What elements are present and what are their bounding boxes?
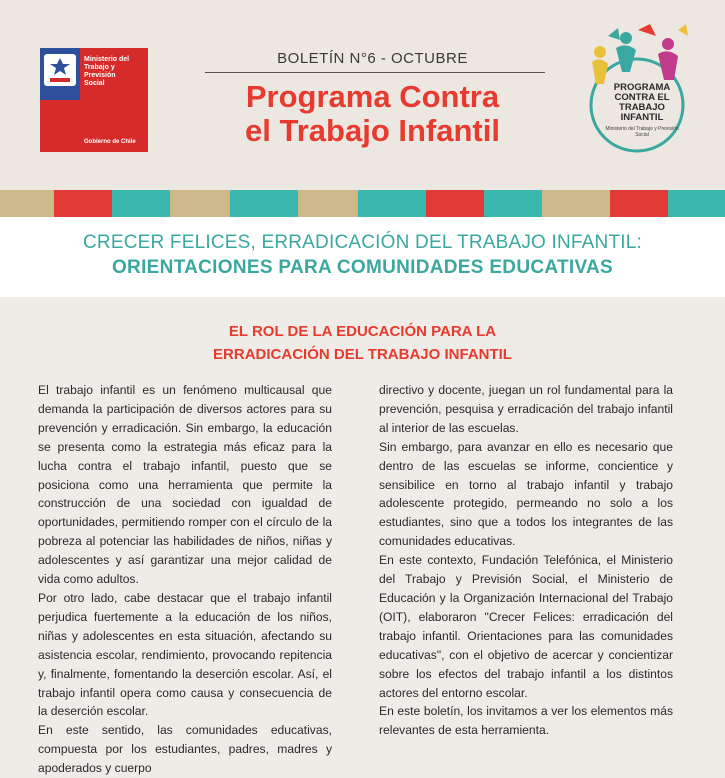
paragraph: En este contexto, Fundación Telefónica, el Ministerio del Trabajo y Previsión Social, el Ministerio de Educación y la Organización Internacional del Trabajo (OIT), elaboraron "Crecer Felices: erradicación del trabajo infantil. Orientaciones para las comunidades educativas", con el objetivo de acercar y concientizar sobre los efectos del trabajo infantil a los distintos actores del entorno escolar. (379, 553, 673, 700)
paragraph: Por otro lado, cabe destacar que el trabajo infantil perjudica fuertemente a la educación de los niños, niñas y adolescentes en esta situación, afectando su asistencia escolar, rendimiento, provocando repitencia y, finalmente, fomentando la deserción escolar. Así, el trabajo infantil opera como causa y consecuencia de la deserción escolar. (38, 590, 332, 719)
divider (205, 72, 545, 73)
government-label: Gobierno de Chile (84, 139, 136, 145)
program-logo-text: PROGRAMA CONTRA EL TRABAJO INFANTIL (613, 82, 671, 123)
paragraph: En este sentido, las comunidades educativas, compuesta por los estudiantes, padres, madres y apoderados y cuerpo (38, 723, 332, 776)
paragraph: directivo y docente, juegan un rol fundamental para la prevención, pesquisa y erradicación del trabajo infantil al interior de las escuelas. (379, 383, 673, 435)
program-logo-subtitle: Ministerio del Trabajo y Previsión Social (605, 126, 679, 138)
main-title-line1: CRECER FELICES, ERRADICACIÓN DEL TRABAJO INFANTIL: (83, 232, 642, 253)
left-column (38, 381, 332, 778)
decorative-stripes (0, 190, 725, 217)
paragraph: En este boletín, los invitamos a ver los elementos más relevantes de esta herramienta. (379, 704, 673, 738)
government-logo (40, 48, 148, 152)
section-title: EL ROL DE LA EDUCACIÓN PARA LA ERRADICACIÓN DEL TRABAJO INFANTIL (213, 323, 512, 363)
bulletin-number: BOLETÍN N°6 - OCTUBRE (277, 50, 468, 67)
header (0, 0, 725, 190)
paragraph: El trabajo infantil es un fenómeno multicausal que demanda la participación de diversos actores para su prevención y erradicación. Sin embargo, la educación se presenta como la estrategia más eficaz para la lucha contra el trabajo infantil, puesto que se posiciona como una herramienta que permite la construcción de una sociedad con igualdad de oportunidades, permitiendo romper con el círculo de la pobreza al potenciar las habilidades de niños, niñas y adolescentes y así garantizar una mejor calidad de vida como adultos. (38, 383, 332, 587)
program-title: Programa Contra el Trabajo Infantil (245, 79, 500, 148)
main-title-line2: ORIENTACIONES PARA COMUNIDADES EDUCATIVAS (111, 257, 614, 278)
coat-of-arms-icon (44, 54, 76, 86)
ministry-name: Ministerio del Trabajo y Previsión Social (84, 56, 130, 87)
paragraph: Sin embargo, para avanzar en ello es necesario que dentro de las escuelas se informe, concientice y sensibilice en torno al trabajo infantil y trabajo adolescente protegido, permeando no solo a los estudiantes, sino que a todos los integrantes de las comunidades educativas. (379, 439, 673, 549)
right-column (379, 381, 673, 740)
